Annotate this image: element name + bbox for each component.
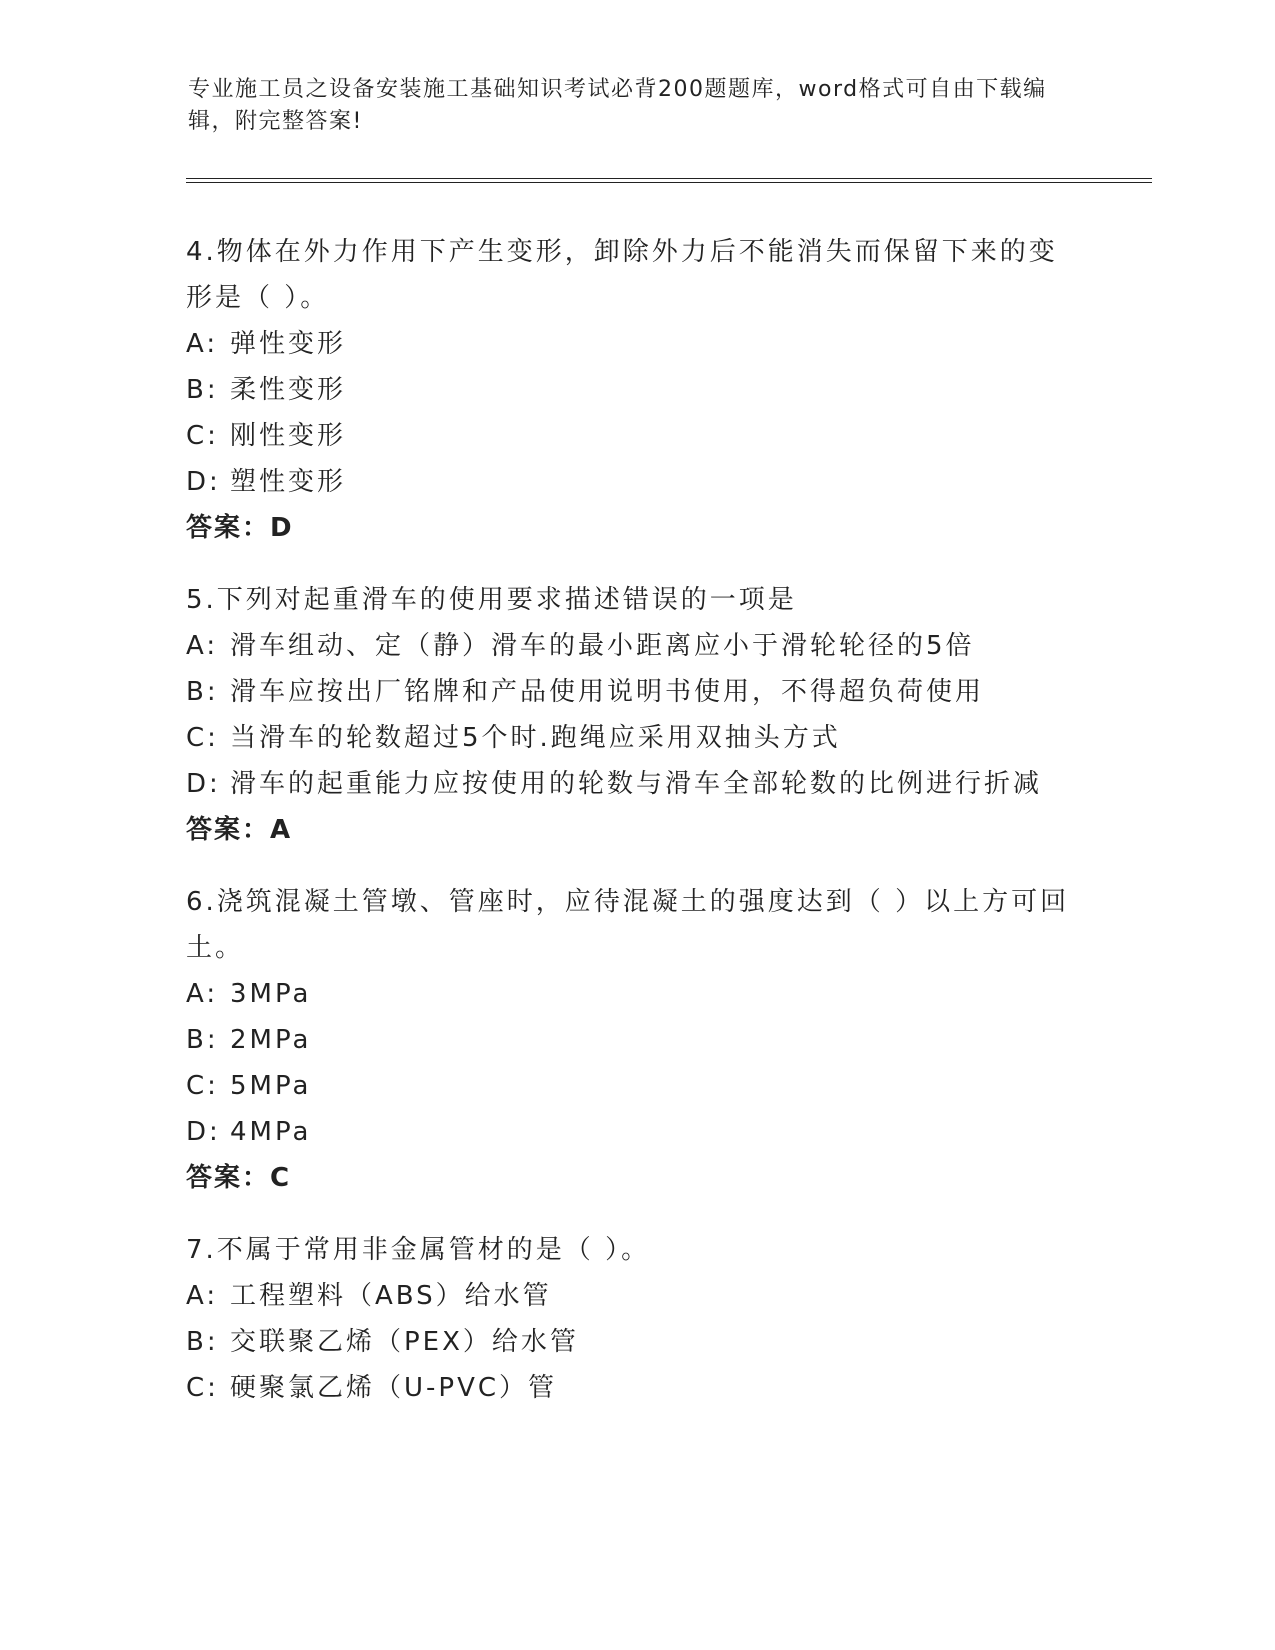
option-label: B: bbox=[186, 1327, 219, 1357]
option-text: 弹性变形 bbox=[230, 329, 347, 359]
option-d bbox=[186, 459, 1086, 505]
question-6 bbox=[186, 879, 1086, 1201]
option-text: 交联聚乙烯（PEX）给水管 bbox=[230, 1327, 579, 1357]
option-text: 4MPa bbox=[230, 1117, 312, 1147]
header-rule-top bbox=[186, 178, 1152, 179]
question-5 bbox=[186, 577, 1086, 853]
option-c bbox=[186, 1063, 1086, 1109]
question-list bbox=[186, 229, 1086, 1437]
question-7 bbox=[186, 1227, 1086, 1411]
option-text: 柔性变形 bbox=[230, 375, 347, 405]
option-c bbox=[186, 1365, 1086, 1411]
option-d bbox=[186, 761, 1086, 807]
option-text: 3MPa bbox=[230, 979, 312, 1009]
option-label: C: bbox=[186, 723, 219, 753]
option-text: 滑车应按出厂铭牌和产品使用说明书使用，不得超负荷使用 bbox=[230, 677, 985, 707]
option-label: D: bbox=[186, 467, 221, 497]
option-b bbox=[186, 669, 1086, 715]
option-label: A: bbox=[186, 1281, 219, 1311]
option-a bbox=[186, 623, 1086, 669]
answer: 答案：D bbox=[186, 513, 294, 543]
option-label: A: bbox=[186, 631, 219, 661]
option-text: 塑性变形 bbox=[230, 467, 347, 497]
option-text: 滑车的起重能力应按使用的轮数与滑车全部轮数的比例进行折减 bbox=[230, 769, 1043, 799]
option-a bbox=[186, 321, 1086, 367]
option-text: 5MPa bbox=[230, 1071, 312, 1101]
header-title: 专业施工员之设备安装施工基础知识考试必背200题题库，word格式可自由下载编辑，附完整答案! bbox=[188, 77, 1047, 134]
document-header bbox=[188, 74, 1068, 138]
option-text: 2MPa bbox=[230, 1025, 312, 1055]
option-text: 滑车组动、定（静）滑车的最小距离应小于滑轮轮径的5倍 bbox=[230, 631, 975, 661]
option-label: B: bbox=[186, 1025, 219, 1055]
option-c bbox=[186, 413, 1086, 459]
option-text: 工程塑料（ABS）给水管 bbox=[230, 1281, 552, 1311]
option-label: C: bbox=[186, 1071, 219, 1101]
option-label: A: bbox=[186, 979, 219, 1009]
option-c bbox=[186, 715, 1086, 761]
question-stem: 6.浇筑混凝土管墩、管座时，应待混凝土的强度达到（ ）以上方可回土。 bbox=[186, 887, 1070, 963]
option-b bbox=[186, 1319, 1086, 1365]
header-rule-bottom bbox=[186, 182, 1152, 183]
option-text: 硬聚氯乙烯（U-PVC）管 bbox=[230, 1373, 558, 1403]
answer: 答案：C bbox=[186, 1163, 292, 1193]
option-d bbox=[186, 1109, 1086, 1155]
answer: 答案：A bbox=[186, 815, 293, 845]
option-label: D: bbox=[186, 769, 221, 799]
option-label: B: bbox=[186, 677, 219, 707]
option-b bbox=[186, 367, 1086, 413]
question-stem: 5.下列对起重滑车的使用要求描述错误的一项是 bbox=[186, 585, 797, 615]
option-label: C: bbox=[186, 421, 219, 451]
option-label: C: bbox=[186, 1373, 219, 1403]
question-4 bbox=[186, 229, 1086, 551]
option-a bbox=[186, 971, 1086, 1017]
option-label: A: bbox=[186, 329, 219, 359]
question-stem: 7.不属于常用非金属管材的是（ ）。 bbox=[186, 1235, 651, 1265]
question-stem: 4.物体在外力作用下产生变形，卸除外力后不能消失而保留下来的变形是（ ）。 bbox=[186, 237, 1058, 313]
option-text: 当滑车的轮数超过5个时.跑绳应采用双抽头方式 bbox=[230, 723, 841, 753]
option-b bbox=[186, 1017, 1086, 1063]
option-a bbox=[186, 1273, 1086, 1319]
option-label: D: bbox=[186, 1117, 221, 1147]
option-text: 刚性变形 bbox=[230, 421, 347, 451]
option-label: B: bbox=[186, 375, 219, 405]
